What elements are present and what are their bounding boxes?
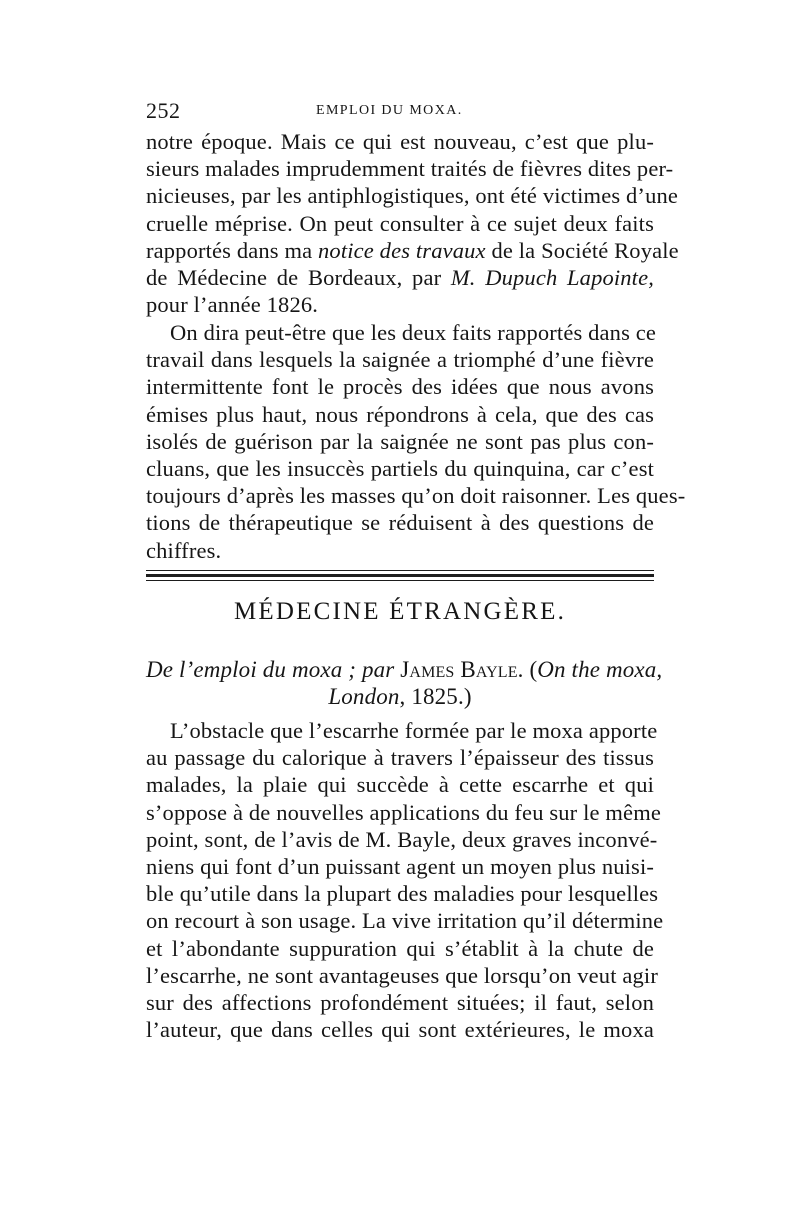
text-line: cluans, que les insuccès partiels du quinquina, car c’est [146,455,654,481]
running-head: EMPLOI DU MOXA. [316,103,463,118]
text-line: l’auteur, que dans celles qui sont extérieures, le moxa [146,1017,654,1043]
author-name: M. Dupuch Lapointe, [450,264,654,290]
title-line [146,656,663,683]
page-number: 252 [146,98,181,123]
page-header [146,98,656,124]
title-span: . ( [517,657,538,682]
text-span: de Médecine de Bordeaux, par [146,264,451,290]
text-line [146,264,654,291]
text-line: tions de thérapeutique se réduisent à des questions de [146,510,654,536]
text-line: émises plus haut, nous répondrons à cela, que des cas [146,401,654,427]
text-line: nicieuses, par les antiphlogistiques, ont été victimes d’une [146,183,679,209]
paragraph [146,717,664,1043]
italic-phrase: notice des travaux [318,237,486,263]
divider-line [146,574,654,577]
text-line: sur des affections profondément situées; il faut, selon [146,989,654,1015]
section-divider [146,570,654,582]
text-line: travail dans lesquels la saignée a triomphé d’une fièvre [146,347,654,373]
text-line: ble qu’utile dans la plupart des maladies pour lesquelles [146,881,659,907]
text-span: de la Société Royale [485,237,679,263]
text-span: rapportés dans ma [146,237,319,263]
text-line: on recourt à son usage. La vive irritation qu’il détermine [146,908,664,934]
text-line: et l’abondante suppuration qui s’établit à la chute de [146,935,654,961]
text-line: L’obstacle que l’escarrhe formée par le moxa apporte [170,718,658,743]
text-line: toujours d’après les masses qu’on doit raisonner. Les ques- [146,483,686,509]
text-line: sieurs malades imprudemment traités de fièvres dites per- [146,156,674,182]
article-title [146,656,663,710]
text-line: point, sont, de l’avis de M. Bayle, deux graves inconvé- [146,826,658,852]
title-span: , 1825.) [399,684,472,710]
text-line: pour l’année 1826. [146,292,319,318]
text-line [146,237,679,264]
text-line: intermittente font le procès des idées que nous avons [146,374,654,400]
text-line: isolés de guérison par la saignée ne sont pas plus con- [146,428,654,454]
title-span: De l’emploi du moxa ; par [146,657,401,682]
text-line: s’oppose à de nouvelles applications du feu sur le même [146,799,661,825]
author-name: James Bayle [400,657,518,682]
title-line [146,683,654,710]
text-line: On dira peut-être que les deux faits rapportés dans ce [170,320,657,345]
place-name: London [328,684,400,710]
text-line: malades, la plaie qui succède à cette escarrhe et qui [146,772,654,798]
text-line: niens qui font d’un puissant agent un moyen plus nuisi- [146,853,654,879]
paragraph [146,319,686,564]
paragraph-continued [146,128,679,318]
text-line: notre époque. Mais ce qui est nouveau, c’est que plu- [146,129,654,154]
text-line: chiffres. [146,537,222,563]
title-span: On the moxa, [537,657,663,682]
text-line: l’escarrhe, ne sont avantageuses que lorsqu’on veut agir [146,962,658,988]
section-title: MÉDECINE ÉTRANGÈRE. [233,598,567,625]
text-line: cruelle méprise. On peut consulter à ce sujet deux faits [146,210,654,236]
text-line: au passage du calorique à travers l’épaisseur des tissus [146,745,654,771]
divider-line [146,570,654,571]
divider-line [146,580,654,581]
